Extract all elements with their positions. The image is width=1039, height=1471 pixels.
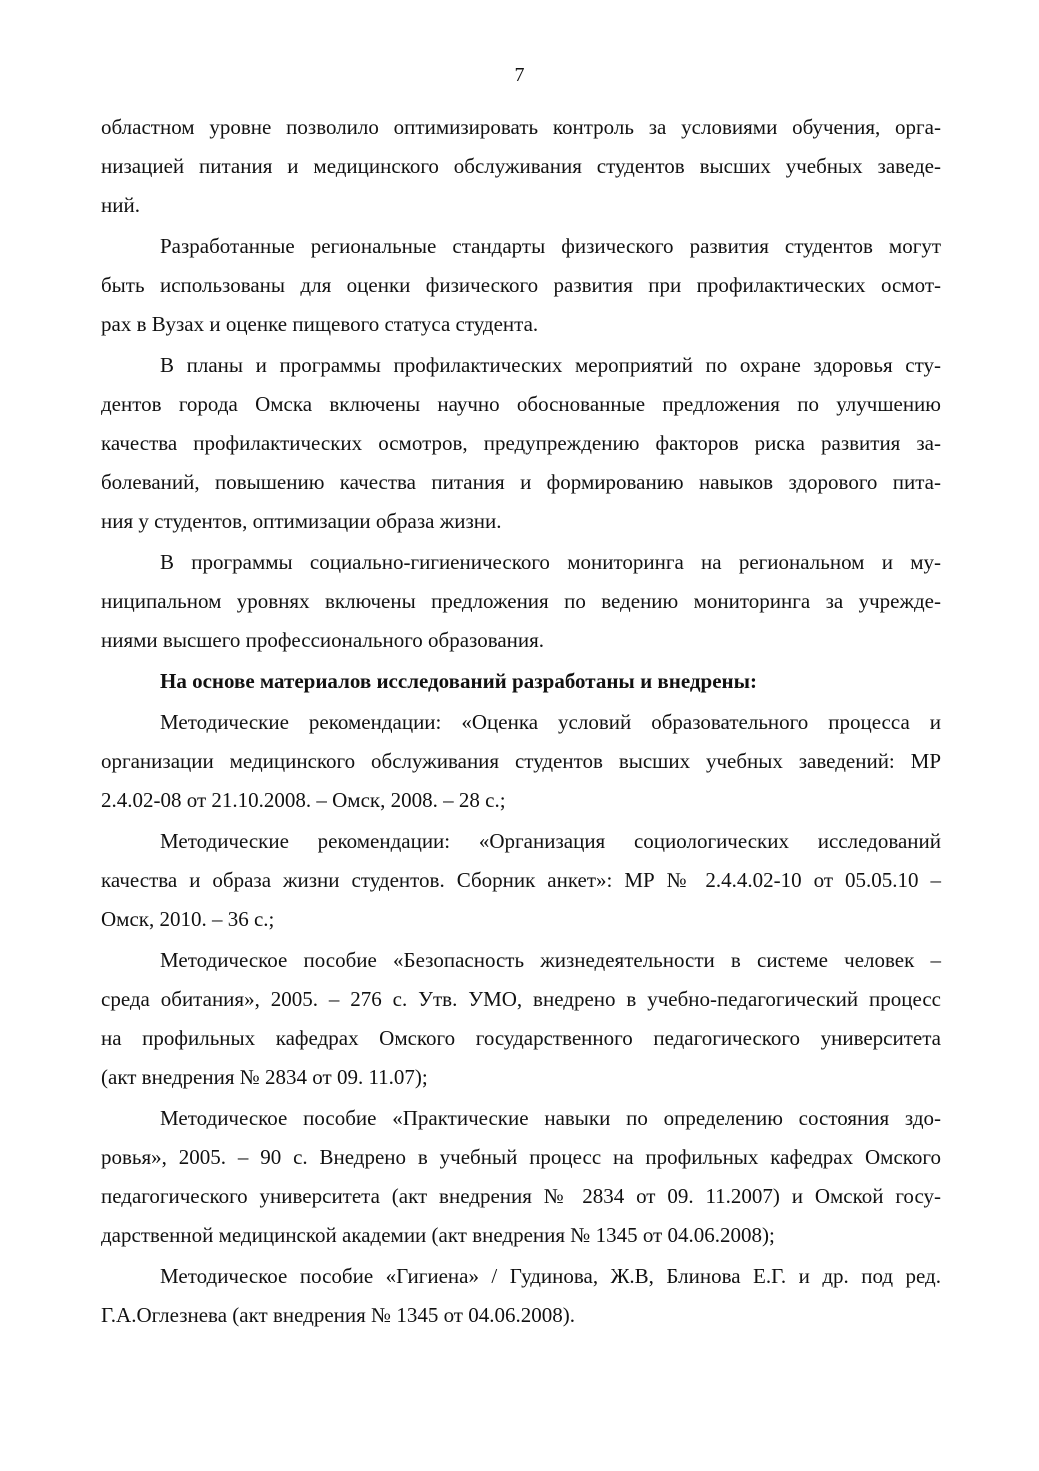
text-line: организации медицинского обслуживания студентов высших учебных заведений: МР [101,749,941,773]
paragraph [101,108,941,225]
section-heading [101,662,941,701]
document-body [101,108,941,1337]
text-line: на профильных кафедрах Омского государственного педагогического университета [101,1026,941,1050]
paragraph [101,346,941,541]
page-number: 7 [514,64,525,86]
text-line: низацией питания и медицинского обслуживания студентов высших учебных заведе- [101,154,941,178]
text-line: ровья», 2005. – 90 с. Внедрено в учебный процесс на профильных кафедрах Омского [101,1145,941,1169]
text-line: 2.4.02-08 от 21.10.2008. – Омск, 2008. – 28 с.; [101,788,506,812]
paragraph [101,1257,941,1335]
text-line: ниями высшего профессионального образования. [101,628,545,652]
text-line: качества профилактических осмотров, предупреждению факторов риска развития за- [101,431,941,455]
text-line: В программы социально-гигиенического мониторинга на региональном и му- [160,550,941,574]
text-line: среда обитания», 2005. – 276 с. Утв. УМО, внедрено в учебно-педагогический процесс [101,987,941,1011]
text-line: Методические рекомендации: «Оценка условий образовательного процесса и [160,710,941,734]
paragraph [101,1099,941,1255]
text-line: качества и образа жизни студентов. Сборник анкет»: МР № 2.4.4.02-10 от 05.05.10 – [101,868,941,892]
text-line: Методические рекомендации: «Организация социологических исследований [160,829,941,853]
text-line: ний. [101,193,140,217]
text-line: ния у студентов, оптимизации образа жизни. [101,509,502,533]
paragraph [101,543,941,660]
paragraph [101,227,941,344]
paragraph [101,822,941,939]
text-line: Методическое пособие «Гигиена» / Гудинова, Ж.В, Блинова Е.Г. и др. под ред. [160,1264,941,1288]
text-line: болеваний, повышению качества питания и формированию навыков здорового пита- [101,470,941,494]
text-line: Омск, 2010. – 36 с.; [101,907,275,931]
text-line: (акт внедрения № 2834 от 09. 11.07); [101,1065,428,1089]
text-line: На основе материалов исследований разработаны и внедрены: [160,669,758,693]
text-line: Методическое пособие «Практические навыки по определению состояния здо- [160,1106,941,1130]
text-line: дентов города Омска включены научно обоснованные предложения по улучшению [101,392,941,416]
text-line: Разработанные региональные стандарты физического развития студентов могут [160,234,941,258]
text-line: педагогического университета (акт внедрения № 2834 от 09. 11.2007) и Омской госу- [101,1184,941,1208]
paragraph [101,703,941,820]
text-line: областном уровне позволило оптимизировать контроль за условиями обучения, орга- [101,115,941,139]
text-line: В планы и программы профилактических мероприятий по охране здоровья сту- [160,353,941,377]
text-line: рах в Вузах и оценке пищевого статуса студента. [101,312,539,336]
text-line: дарственной медицинской академии (акт внедрения № 1345 от 04.06.2008); [101,1223,775,1247]
text-line: ниципальном уровнях включены предложения по ведению мониторинга за учрежде- [101,589,941,613]
paragraph [101,941,941,1097]
text-line: Г.А.Оглезнева (акт внедрения № 1345 от 04.06.2008). [101,1303,575,1327]
text-line: Методическое пособие «Безопасность жизнедеятельности в системе человек – [160,948,941,972]
text-line: быть использованы для оценки физического развития при профилактических осмот- [101,273,941,297]
